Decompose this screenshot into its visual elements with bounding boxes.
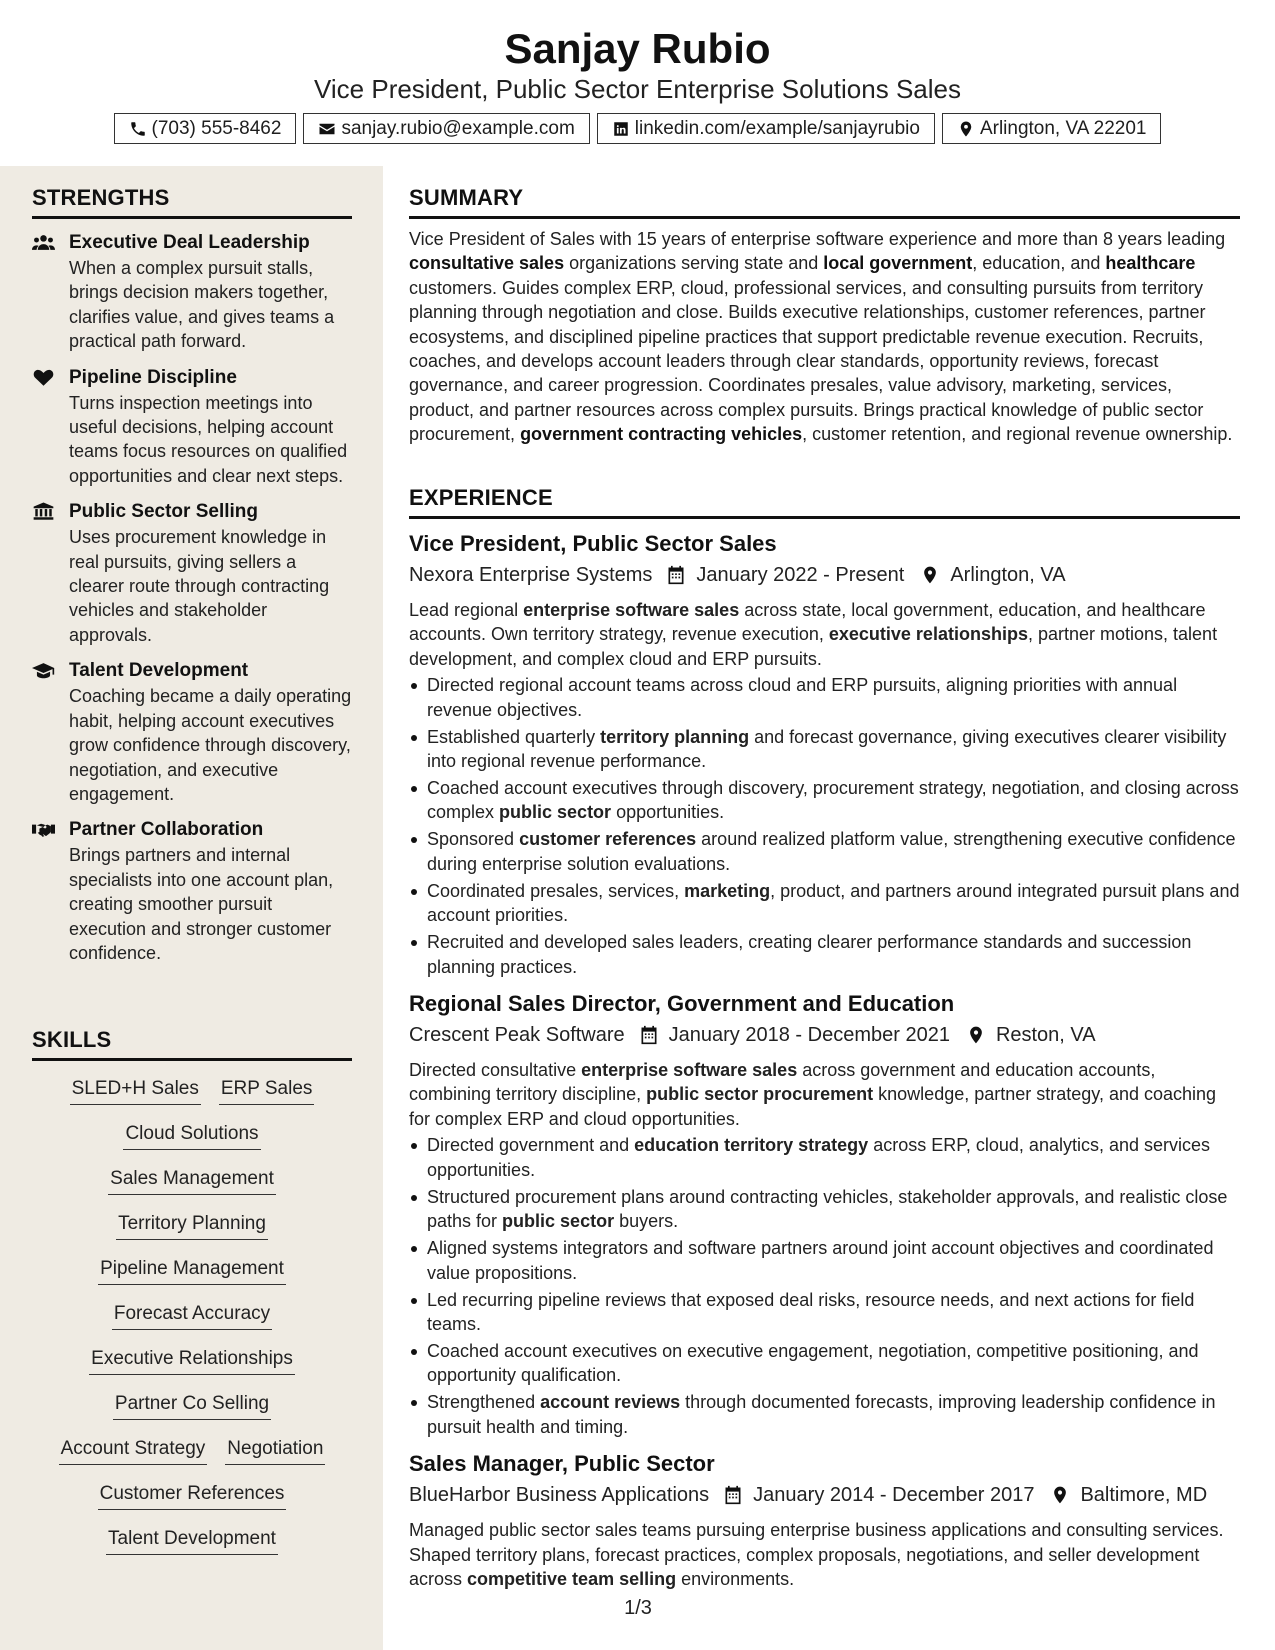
summary-heading: SUMMARY xyxy=(409,184,1240,219)
users-icon xyxy=(32,233,55,252)
bullet-item: Recruited and developed sales leaders, creating clearer performance standards and succession planning practices. xyxy=(409,930,1240,979)
job-description: Lead regional enterprise software sales across state, local government, education, and healthcare accounts. Own territory strategy, revenue execution, executive relationships, partner motions, talent development, and complex cloud and ERP pursuits. xyxy=(409,600,1218,669)
skills-heading: SKILLS xyxy=(32,1026,352,1061)
job-bullets xyxy=(409,673,1240,979)
strength-description: Turns inspection meetings into useful decisions, helping account teams focus resources on qualified opportunities and clear next steps. xyxy=(69,392,348,486)
map-pin-icon xyxy=(966,1025,986,1045)
candidate-name: Sanjay Rubio xyxy=(504,25,771,72)
strength-description: Brings partners and internal specialists into one account plan, creating smoother pursuit execution and stronger customer confidence. xyxy=(69,845,334,963)
contact-linkedin-text: linkedin.com/example/sanjayrubio xyxy=(634,117,920,139)
strength-item xyxy=(32,230,352,354)
experience-heading: EXPERIENCE xyxy=(409,484,1240,519)
job-company: Crescent Peak Software xyxy=(409,1024,625,1047)
job-company: Nexora Enterprise Systems xyxy=(409,564,653,586)
strength-title: Talent Development xyxy=(69,660,249,682)
skill-tag: SLED+H Sales xyxy=(70,1075,201,1105)
bullet-item: Established quarterly territory planning and forecast governance, giving executives clearer visibility into regional revenue performance. xyxy=(409,725,1240,774)
skills-list xyxy=(32,1075,352,1570)
job-dates: January 2014 - December 2017 xyxy=(753,1484,1035,1507)
skill-tag: Executive Relationships xyxy=(89,1345,295,1375)
experience-section xyxy=(409,484,1240,1591)
job-entry xyxy=(409,989,1240,1439)
bullet-item: Strengthened account reviews through documented forecasts, improving leadership confidence in pursuit health and timing. xyxy=(409,1390,1240,1439)
bullet-item: Coached account executives on executive engagement, negotiation, competitive positioning, and opportunity qualification. xyxy=(409,1339,1240,1388)
bullet-item: Directed regional account teams across cloud and ERP pursuits, aligning priorities with annual revenue objectives. xyxy=(409,673,1240,722)
job-list xyxy=(409,529,1240,1591)
job-meta xyxy=(409,1020,1240,1050)
skill-tag: ERP Sales xyxy=(219,1075,315,1105)
skill-tag: Cloud Solutions xyxy=(123,1120,260,1150)
skill-tag: Pipeline Management xyxy=(98,1255,286,1285)
skill-tag: Forecast Accuracy xyxy=(112,1300,272,1330)
job-title: Vice President, Public Sector Sales xyxy=(409,531,777,556)
skills-section xyxy=(32,1026,352,1570)
candidate-title: Vice President, Public Sector Enterprise Solutions Sales xyxy=(314,74,961,104)
summary-text: Vice President of Sales with 15 years of enterprise software experience and more than 8 years leading consultative sales organizations serving state and local government, education, and healthcare customers. Guides complex ERP, cloud, professional services, and consulting pursuits from territory planning through negotiation and close. Builds executive relationships, customer references, partner ecosystems, and disciplined pipeline practices that support predictable revenue execution. Recruits, coaches, and develops account leaders through clear standards, opportunity reviews, forecast governance, and career progression. Coordinates presales, value advisory, marketing, services, product, and partner resources across complex pursuits. Brings practical knowledge of public sector procurement, government contracting vehicles, customer retention, and regional revenue ownership. xyxy=(409,229,1233,445)
graduation-cap-icon xyxy=(32,661,55,680)
contact-phone[interactable] xyxy=(114,113,297,144)
bullet-item: Structured procurement plans around contracting vehicles, stakeholder approvals, and realistic close paths for public sector buyers. xyxy=(409,1185,1240,1234)
job-title: Regional Sales Director, Government and Education xyxy=(409,991,955,1017)
strength-item xyxy=(32,499,352,647)
strength-item xyxy=(32,658,352,806)
page-number: 1/3 xyxy=(624,1597,652,1619)
bullet-item: Aligned systems integrators and software partners around joint account objectives and coordinated value propositions. xyxy=(409,1236,1240,1285)
job-company: BlueHarbor Business Applications xyxy=(409,1484,710,1507)
contact-linkedin[interactable] xyxy=(597,113,935,144)
calendar-icon xyxy=(723,1485,743,1505)
job-entry xyxy=(409,529,1240,979)
job-description: Managed public sector sales teams pursuing enterprise business applications and consulting services. Shaped territory plans, forecast practices, complex proposals, negotiations, and seller development across competitive team selling environments. xyxy=(409,1520,1224,1589)
job-meta xyxy=(409,1480,1240,1510)
strength-title: Pipeline Discipline xyxy=(69,366,237,388)
bullet-item: Coordinated presales, services, marketing, product, and partners around integrated pursuit plans and account priorities. xyxy=(409,879,1240,928)
strength-item xyxy=(32,817,352,965)
strength-description: When a complex pursuit stalls, brings decision makers together, clarifies value, and gives teams a practical path forward. xyxy=(69,258,335,352)
calendar-icon xyxy=(666,565,686,585)
skill-tag: Account Strategy xyxy=(59,1435,208,1465)
contact-location-text: Arlington, VA 22201 xyxy=(979,117,1147,139)
bullet-item: Led recurring pipeline reviews that exposed deal risks, resource needs, and next actions for field teams. xyxy=(409,1288,1240,1337)
linkedin-icon xyxy=(612,120,630,138)
bullet-item: Directed government and education territory strategy across ERP, cloud, analytics, and services opportunities. xyxy=(409,1133,1240,1182)
envelope-icon xyxy=(318,120,336,138)
map-pin-icon xyxy=(957,120,975,138)
contact-location xyxy=(942,113,1162,144)
skill-tag: Territory Planning xyxy=(116,1210,268,1240)
handshake-icon xyxy=(32,820,55,839)
map-pin-icon xyxy=(1050,1485,1070,1505)
resume-header xyxy=(0,0,1275,166)
contact-email-text: sanjay.rubio@example.com xyxy=(341,117,575,139)
calendar-icon xyxy=(639,1025,659,1045)
landmark-icon xyxy=(32,502,55,521)
contact-phone-text: (703) 555-8462 xyxy=(151,117,282,139)
phone-icon xyxy=(129,120,147,138)
strengths-heading: STRENGTHS xyxy=(32,184,352,219)
job-dates: January 2018 - December 2021 xyxy=(668,1024,950,1047)
strength-title: Executive Deal Leadership xyxy=(69,232,310,253)
strength-description: Coaching became a daily operating habit, helping account executives grow confidence through discovery, negotiation, and executive engagement. xyxy=(69,686,352,804)
summary-section xyxy=(409,184,1240,447)
job-bullets xyxy=(409,1133,1240,1439)
job-entry xyxy=(409,1449,1240,1591)
skill-tag: Sales Management xyxy=(108,1165,276,1195)
skill-tag: Partner Co Selling xyxy=(113,1390,271,1420)
map-pin-icon xyxy=(920,565,940,585)
heart-icon xyxy=(32,368,55,387)
job-dates: January 2022 - Present xyxy=(696,564,905,586)
strength-title: Partner Collaboration xyxy=(69,819,264,841)
skill-tag: Customer References xyxy=(98,1480,287,1510)
job-meta xyxy=(409,560,1240,590)
job-location: Arlington, VA xyxy=(950,564,1066,586)
job-title: Sales Manager, Public Sector xyxy=(409,1451,715,1477)
contact-email[interactable] xyxy=(303,113,589,144)
strengths-section xyxy=(32,184,352,965)
job-location: Reston, VA xyxy=(995,1024,1096,1047)
job-location: Baltimore, MD xyxy=(1080,1484,1208,1507)
skill-tag: Negotiation xyxy=(225,1435,325,1465)
bullet-item: Coached account executives through discovery, procurement strategy, negotiation, and closing across complex public sector opportunities. xyxy=(409,776,1240,825)
bullet-item: Sponsored customer references around realized platform value, strengthening executive confidence during enterprise solution evaluations. xyxy=(409,827,1240,876)
skill-tag: Talent Development xyxy=(106,1525,278,1555)
strength-description: Uses procurement knowledge in real pursuits, giving sellers a clearer route through contracting vehicles and stakeholder approvals. xyxy=(69,527,330,645)
contact-bar xyxy=(0,113,1275,144)
strength-item xyxy=(32,365,352,489)
sidebar xyxy=(0,166,383,1650)
job-description: Directed consultative enterprise software sales across government and education accounts, combining territory discipline, public sector procurement knowledge, partner strategy, and coaching for complex ERP and cloud opportunities. xyxy=(409,1060,1217,1129)
strength-title: Public Sector Selling xyxy=(69,501,258,523)
